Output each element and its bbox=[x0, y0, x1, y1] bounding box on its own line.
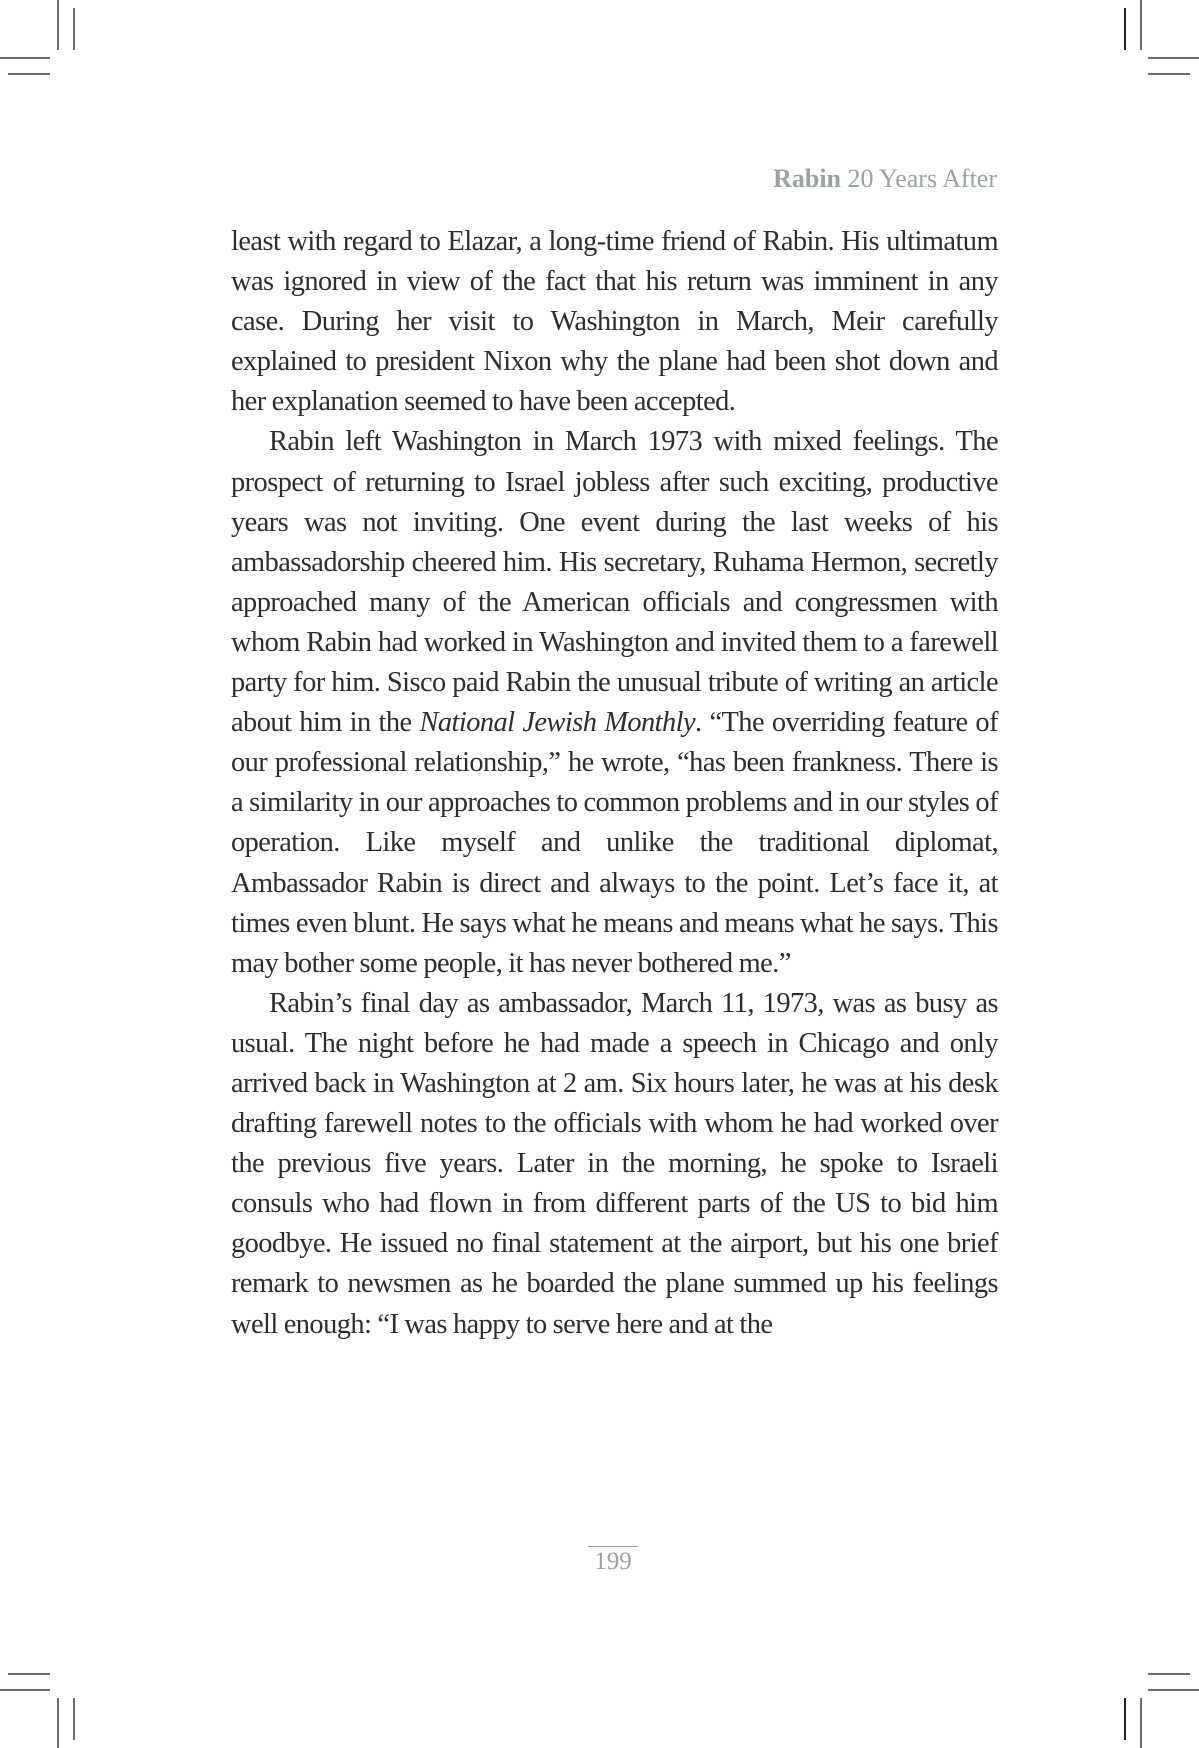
crop-mark bbox=[1124, 8, 1126, 50]
crop-mark bbox=[1148, 1673, 1190, 1675]
text-run: . “The overriding feature of our professional relationship,” he wrote, “has been frankness. There is a similarity in our approaches to common problems and in our styles of operation. Like myself and unlike the traditional diplomat, Ambassador Rabin is direct and always to the point. Let’s face it, at times even blunt. He says what he means and means what he says. This may bother some people, it has never bothered me.” bbox=[231, 707, 998, 979]
text-run: Rabin left Washington in March 1973 with mixed feelings. The prospect of returning to Israel jobless after such exciting, productive years was not inviting. One event during the last weeks of his ambassadorship cheered him. His secretary, Ruhama Hermon, secretly approached many of the American officials and congressmen with whom Rabin had worked in Washington and invited them to a farewell party for him. Sisco paid Rabin the unusual tribute of writing an article about him in the bbox=[231, 426, 998, 739]
paragraph bbox=[231, 422, 998, 983]
crop-mark bbox=[1148, 73, 1190, 75]
crop-mark bbox=[57, 0, 59, 50]
body-text bbox=[231, 222, 998, 1345]
crop-mark bbox=[73, 8, 75, 50]
running-head bbox=[773, 164, 997, 194]
running-head-title: 20 Years After bbox=[841, 164, 997, 193]
text-run: least with regard to Elazar, a long-time friend of Rabin. His ultimatum was ignored in view of the fact that his return was imminent in any case. During her visit to Washington in March, Meir carefully explained to president Nixon why the plane had been shot down and her explanation seemed to have been accepted. bbox=[231, 226, 998, 418]
page-number: 199 bbox=[588, 1546, 638, 1577]
crop-mark bbox=[1140, 0, 1142, 50]
crop-mark bbox=[8, 73, 50, 75]
crop-mark bbox=[0, 57, 50, 59]
crop-mark bbox=[1140, 1698, 1142, 1748]
crop-mark bbox=[0, 1689, 50, 1691]
crop-mark bbox=[57, 1698, 59, 1748]
crop-mark bbox=[8, 1673, 50, 1675]
paragraph bbox=[231, 984, 998, 1345]
running-head-author: Rabin bbox=[773, 164, 841, 193]
italic-title: National Jewish Monthly bbox=[419, 707, 696, 739]
text-run: Rabin’s final day as ambassador, March 11, 1973, was as busy as usual. The night before he had made a speech in Chicago and only arrived back in Washington at 2 am. Six hours later, he was at his desk drafting farewell notes to the officials with whom he had worked over the previous five years. Later in the morning, he spoke to Israeli consuls who had flown in from different parts of the US to bid him goodbye. He issued no final statement at the airport, but his one brief remark to newsmen as he boarded the plane summed up his feelings well enough: “I was happy to serve here and at the bbox=[231, 987, 998, 1340]
crop-mark bbox=[73, 1698, 75, 1740]
crop-mark bbox=[1148, 1689, 1199, 1691]
crop-mark bbox=[1148, 57, 1199, 59]
crop-mark bbox=[1124, 1698, 1126, 1740]
paragraph bbox=[231, 222, 998, 422]
